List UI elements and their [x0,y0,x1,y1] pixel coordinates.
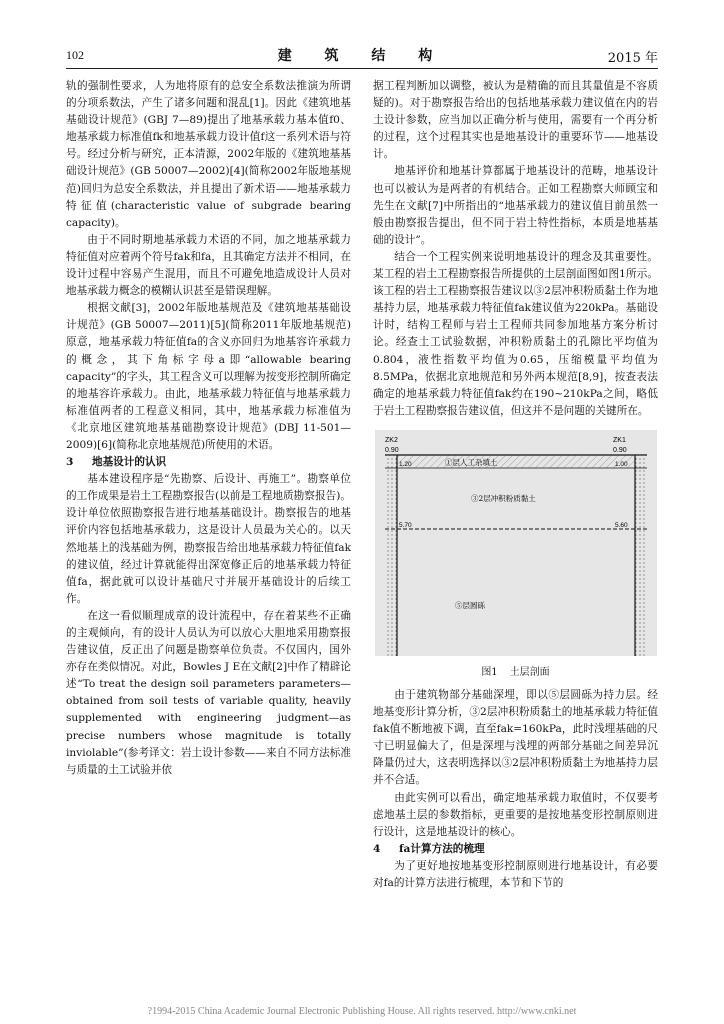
borehole-elevation-zk1: 0.90 [613,446,627,454]
figure-title: 土层剖面 [509,666,550,678]
header-rule [66,68,658,69]
page-number: 102 [66,48,84,62]
section-title: 地基设计的认识 [92,456,167,469]
figure-caption [373,664,658,681]
layer-label-silty-clay: ③2层冲积粉质黏土 [471,493,536,503]
paragraph: 基本建设程序是“先勘察、后设计、再施工”。勘察单位的工作成果是岩土工程勘察报告(以前是工程地质勘察报告)。设计单位依照勘察报告进行地基基础设计。勘察报告的地基评价内容包括地基承载力，这是设计人员最为关心的。以天然地基上的浅基础为例，勘察报告给出地基承载力特征值fak的建议值，经过计算就能得出深宽修正后的地基承载力特征值fa，据此就可以设计基础尺寸并展开基础设计的后续工作。 [66,473,351,605]
fill-layer-hatch [397,455,637,468]
borehole-elevation-zk2: 0.90 [385,446,399,454]
section-heading-4 [373,841,658,858]
paragraph: 为了更好地按地基变形控制原则进行地基设计，有必要对fa的计算方法进行梳理，本节和下节的 [373,859,658,889]
paragraph: 据工程判断加以调整，被认为是精确的而且其量值是不容质疑的)。对于勘察报告给出的包括地基承载力建议值在内的岩土设计参数，应当加以正确分析与使用，需要有一个再分析的过程，这个过程其实也是地基设计的重要环节——地基设计。 [373,80,658,161]
paragraph: 由于不同时期地基承载力术语的不同，加之地基承载力特征值对应着两个符号fak和fa，且其确定方法并不相同，在设计过程中容易产生混用，而且不可避免地造成设计人员对地基承载力概念的模糊认识甚至是错误理解。 [66,233,351,298]
borehole-label-zk1: ZK1 [613,436,626,444]
paragraph: 由于建筑物部分基础深埋，即以⑤层圆砾为持力层。经地基变形计算分析，③2层冲积粉质黏土的地基承载力特征值fak值不断地被下调，直至fak=160kPa，此时浅埋基础的尺寸已明显偏大了，但是深埋与浅埋的两部分基础之间差异沉降量仍过大，这表明选择以③2层冲积粉质黏土为地基持力层并不合适。 [373,688,658,787]
section-title: fa计算方法的梳理 [399,842,485,855]
running-header [66,44,658,66]
soil-profile-diagram [375,430,657,656]
borehole-column-zk2 [385,455,397,656]
paragraph: 根据文献[3]，2002年版地基规范及《建筑地基基础设计规范》(GB 50007—2011)[5](简称2011年版地基规范)原意，地基承载力特征值fa的含义亦回归为地基容许承载力的概念，其下角标字母a即“allowable bearing capacity”的字头，其工程含义可以理解为按变形控制所确定的地基容许承载力。由此，地基承载力特征值与地基承载力标准值两者的工程意义相同，其中，地基承载力标准值为《北京地区建筑地基基础勘察设计规范》(DBJ 11-501—2009)[6](简称北京地基规范)所使用的术语。 [66,302,351,451]
layer-label-fill: ①层人工杂填土 [445,457,498,467]
depth-zk1-2: 5.60 [615,521,628,529]
paragraph: 地基评价和地基计算都属于地基设计的范畴，地基设计也可以被认为是两者的有机结合。正如工程勘察大师顾宝和先生在文献[7]中所指出的“地基承载力的建议值目前虽然一般由勘察报告提出，但不同于岩土特性指标，本质是地基基础的设计”。 [373,165,658,246]
depth-zk1-1: 1.00 [615,460,628,468]
paragraph: 在这一看似顺理成章的设计流程中，存在着某些不正确的主观倾向，有的设计人员认为可以放心大胆地采用勘察报告建议值，反正出了问题是勘察单位负责。不仅国内，国外亦存在类似情况。对此，Bowles J E在文献[2]中作了精辟论述“To treat the design soil parameters parameters—obtained from soil tests of variable quality, heavily supplemented with engineering judgment—as precise numbers whose magnitude is totally inviolable”(参考译文：岩土设计参数——来自不同方法标准与质量的土工试验并依 [66,609,351,776]
section-number: 3 [66,456,74,469]
paragraph: 由此实例可以看出，确定地基承载力取值时，不仅要考虑地基土层的参数指标，更重要的是按地基变形控制原则进行设计，这是地基设计的核心。 [373,791,658,838]
borehole-column-zk1 [635,455,647,656]
section-heading-3 [66,454,351,471]
right-column [373,78,658,892]
journal-title: 建 筑 结 构 [277,48,447,64]
layer-label-gravel: ⑤层圆砾 [455,600,485,610]
paragraph: 结合一个工程实例来说明地基设计的理念及其重要性。某工程的岩土工程勘察报告所提供的土层剖面图如图1所示。该工程的岩土工程勘察报告建议以③2层冲积粉质黏土作为地基持力层，地基承载力特征值fak建议值为220kPa。基础设计时，结构工程师与岩土工程师共同参加地基方案分析讨论。经查土工试验数据，冲积粉质黏土的孔隙比平均值为0.804，液性指数平均值为0.65，压缩模量平均值为8.5MPa，依据北京地规范和另外两本规范[8,9]，按查表法确定的地基承载力特征值fak约在190~210kPa之间，略低于岩土工程勘察报告建议值，但这并不是问题的关键所在。 [373,250,658,417]
left-column [66,78,351,779]
figure-number: 图1 [481,666,498,678]
borehole-label-zk2: ZK2 [385,436,398,444]
publication-year: 2015 年 [607,51,658,66]
paragraph: 轨的强制性要求，人为地将原有的总安全系数法推演为所谓的分项系数法，产生了诸多问题和混乱[1]。因此《建筑地基基础设计规范》(GBJ 7—89)提出了地基承载力基本值f0、地基承载力标准值fk和地基承载力设计值f这一系列术语与符号。经过分析与研究，正本清源，2002年版的《建筑地基基础设计规范》(GB 50007—2002)[4](简称2002年版地基规范)回归为总安全系数法，并且提出了新术语——地基承载力特征值(characteristic value of subgrade bearing capacity)。 [66,80,351,229]
copyright-footer: ?1994-2015 China Academic Journal Electronic Publishing House. All rights reserved. http://www.cnki.net [147,1006,577,1017]
figure-soil-profile [373,430,658,660]
depth-zk2-1: 1.20 [399,460,412,468]
section-number: 4 [373,842,381,855]
depth-zk2-2: 5.70 [399,521,412,529]
